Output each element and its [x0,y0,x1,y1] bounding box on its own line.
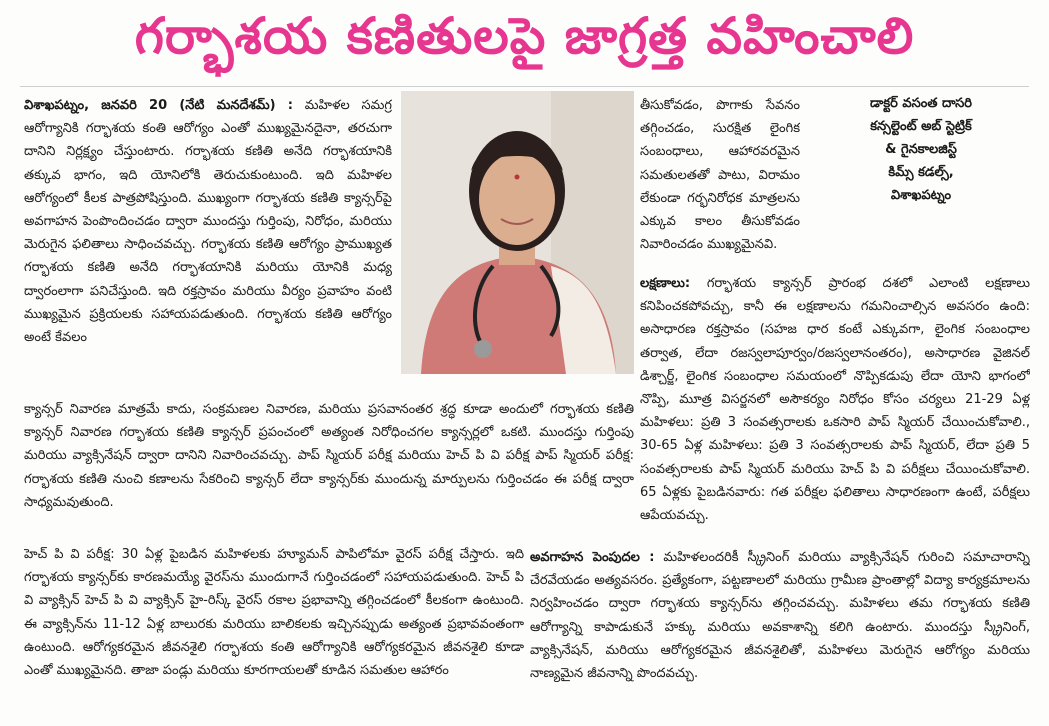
byline-hospital: కిమ్స్ కడల్స్, [888,165,954,180]
byline-specialty: & గైనకాలజిస్ట్ [885,142,957,157]
article-intro [24,94,392,374]
byline-city: విశాఖపట్నం [890,188,952,203]
awareness-section [530,546,1030,714]
doctor-portrait-icon [401,91,634,374]
dateline: విశాఖపట్నం, జనవరి 20 (నేటి మనదేశమ్) : [24,98,293,113]
lifestyle-paragraph: తీసుకోవడం, పొగాకు సేవనం తగ్గించడం, సురక్షిత లైంగిక సంబంధాలు, ఆహారవరమైన సమతులతతో పాటు, విరామం లేకుండా గర్భనిరోధక మాత్రలను ఎక్కువ కాలం తీసుకోవడం నివారించడం ముఖ్యమైనవి. [640,98,800,253]
doctor-photo [401,91,634,374]
awareness-text: మహిళలందరికీ స్క్రీనింగ్ మరియు వ్యాక్సినేషన్ గురించి సమాచారాన్ని చేరవేయడం అత్యవసరం. ప్రత్యేకంగా, పట్టణాలలో మరియు గ్రామీణ ప్రాంతాల్లో విద్యా కార్యక్రమాలను నిర్వహించడం ద్వారా గర్భాశయ క్యాన్సర్‌ను తగ్గించవచ్చు. మహిళలు తమ గర్భాశయ కణితి ఆరోగ్యాన్ని కాపాడుకునే హక్కు మరియు అవకాశాన్ని కలిగి ఉంటారు. ముందస్తు స్క్రీనింగ్, వ్యాక్సినేషన్, మరియు ఆరోగ్యకరమైన జీవనశైలితో, మహిళలు మెరుగైన ఆరోగ్యం మరియు నాణ్యమైన జీవనాన్ని పొందవచ్చు. [530,550,1030,682]
awareness-label: అవగాహన పెంపుదల : [530,550,655,565]
intro-text: మహిళల సమగ్ర ఆరోగ్యానికి గర్భాశయ కంతి ఆరోగ్యం ఎంతో ముఖ్యమైనదైనా, తరచుగా దానిని నిర్లక్ష్యం చేస్తుంటారు. గర్భాశయ కణితి అనేది గర్భాశయానికి తక్కువ భాగం, ఇది యోనిలోకి తెరుచుకుంటుంది. ఇది మహిళల ఆరోగ్యంలో కీలక పాత్రపోషిస్తుంది. ముఖ్యంగా గర్భాశయ కణితి క్యాన్సర్‌పై అవగాహన పెంపొందించడం ద్వారా ముందస్తు గుర్తింపు, నిరోధం, మరియు మెరుగైన ఫలితాలు సాధించవచ్చు. గర్భాశయ కణితి ఆరోగ్యం ప్రాముఖ్యత గర్భాశయ కణితి అనేది గర్భాశయానికి మరియు యోనికి మధ్య ద్వారంలాగా పనిచేస్తుంది. ఇది రక్తస్రావం మరియు వీర్యం ప్రవాహం వంటి ముఖ్యమైన ప్రక్రియలకు సహాయపడుతుంది. గర్భాశయ కణితి ఆరోగ్యం అంటే కేవలం [24,98,392,346]
headline-divider [20,86,1029,87]
article-continuation: క్యాన్సర్ నివారణ మాత్రమే కాదు, సంక్రమణల నివారణ, మరియు ప్రసవానంతర శ్రద్ధ కూడా అందులో గర్భాశయ కణితి క్యాన్సర్ నివారణ గర్భాశయ కణితి క్యాన్సర్ ప్రపంచంలో అత్యంత నిరోధించగల క్యాన్సర్లలో ఒకటి. ముందస్తు గుర్తింపు మరియు వ్యాక్సినేషన్ ద్వారా దానిని నివారించవచ్చు. పాప్ స్మియర్ పరీక్ష మరియు హెచ్ పి వి పరీక్ష పాప్ స్మియర్ పరీక్ష: గర్భాశయ కణితి నుంచి కణాలను సేకరించి క్యాన్సర్ లేదా క్యాన్సర్‌కు ముందున్న మార్పులను గుర్తించడం ఈ పరీక్ష ద్వారా సాధ్యమవుతుంది. [24,402,634,510]
symptoms-text: గర్భాశయ క్యాన్సర్ ప్రారంభ దశలో ఎలాంటి లక్షణాలు కనిపించకపోవచ్చు, కానీ ఈ లక్షణాలను గమనించాల్సిన అవసరం ఉంది: అసాధారణ రక్తస్రావం (సహజ ధార కంటే ఎక్కువగా, లైంగిక సంబంధాల తర్వాత, లేదా రజస్వలాపూర్వం/రజస్వలానంతరం), అసాధారణ వైజినల్ డిశ్చార్జ్, లైంగిక సంబంధాల సమయంలో నొప్పికడుపు లేదా యోని భాగంలో నొప్పి, మూత్ర విసర్జనలో అసౌకర్యం నిరోధం కోసం చర్యలు 21-29 ఏళ్ల మహిళలు: ప్రతి 3 సంవత్సరాలకు ఒకసారి పాప్ స్మియర్ చేయించుకోవాలి., 30-65 ఏళ్ల మహిళలు: ప్రతి 3 సంవత్సరాలకు పాప్ స్మియర్, లేదా ప్రతి 5 సంవత్సరాలకు పాప్ స్మియర్ మరియు హెచ్ పి వి పరీక్షలు చేయించుకోవాలి. 65 ఏళ్లకు పైబడినవారు: గత పరీక్షల ఫలితాలు సాధారణంగా ఉంటే, పరీక్షలు ఆపేయవచ్చు. [640,276,1030,524]
symptoms-label: లక్షణాలు: [640,276,691,291]
byline-role: కన్సల్టెంట్ అబ్ స్టెట్రిక్ [870,119,972,134]
byline [846,92,996,207]
headline: గర్భాశయ కణితులపై జాగ్రత్త వహించాలి [134,6,915,65]
byline-name: డాక్టర్ వసంత దాసరి [870,96,972,111]
hpv-section: హెచ్ పి వి పరీక్ష: 30 ఏళ్ల పైబడిన మహిళలకు హ్యూమన్ పాపిలోమా వైరస్ పరీక్ష చేస్తారు. ఇది గర్భాశయ క్యాన్సర్‌కు కారణమయ్యే వైరస్‌ను ముందుగానే గుర్తించడంలో సహాయపడుతుంది. హెచ్ పి వి వ్యాక్సిన్ హెచ్ పి వి వ్యాక్సిన్ హై-రిస్క్ వైరస్ రకాల ప్రభావాన్ని తగ్గించడంలో కీలకంగా ఉంటుంది. ఈ వ్యాక్సిన్‌ను 11-12 ఏళ్ల బాలురకు మరియు బాలికలకు ఇచ్చినప్పుడు అత్యంత ప్రభావవంతంగా ఉంటుంది. ఆరోగ్యకరమైన జీవనశైలి గర్భాశయ కంతి ఆరోగ్యానికి ఆరోగ్యకరమైన జీవనశైలి కూడా ఎంతో ముఖ్యమైనది. తాజా పండ్లు మరియు కూరగాయలతో కూడిన సమతుల ఆహారం [24,547,524,679]
symptoms-section [640,272,1030,540]
